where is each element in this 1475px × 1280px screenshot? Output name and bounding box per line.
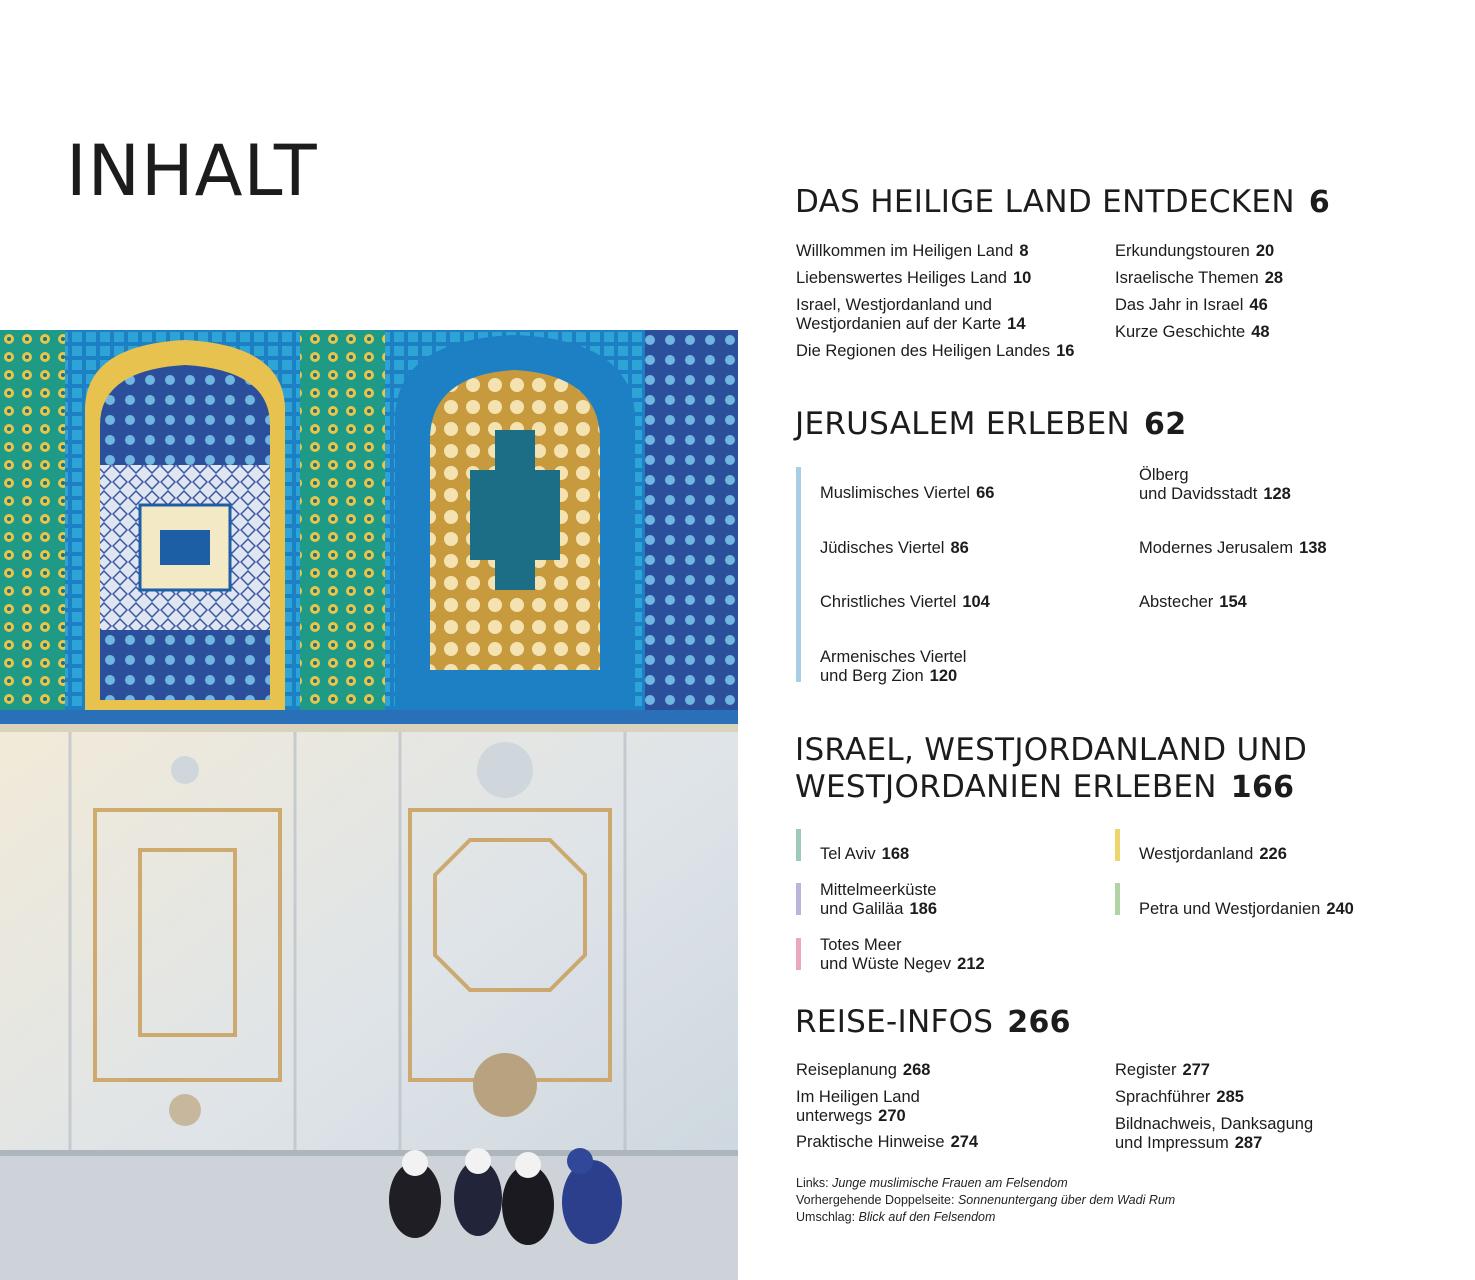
- section-title-info: [795, 1004, 1071, 1041]
- dead-sea-color-bar: [796, 938, 801, 970]
- toc-entry[interactable]: Israelische Themen 28: [1115, 269, 1284, 287]
- mediterranean-color-bar: [796, 883, 801, 915]
- section-page-number: 62: [1144, 407, 1187, 442]
- toc-entry[interactable]: Totes Meer und Wüste Negev 212: [820, 936, 985, 973]
- section-title-line: WESTJORDANIEN ERLEBEN: [795, 769, 1217, 805]
- section-title-text: JERUSALEM ERLEBEN: [795, 406, 1131, 442]
- credit-line: Vorhergehende Doppelseite: Sonnenuntergang über dem Wadi Rum: [796, 1193, 1176, 1207]
- toc-entry[interactable]: Armenisches Viertel und Berg Zion 120: [820, 648, 967, 685]
- toc-entry[interactable]: Reiseplanung 268: [796, 1061, 931, 1079]
- toc-entry[interactable]: Abstecher 154: [1139, 593, 1247, 611]
- toc-entry[interactable]: Willkommen im Heiligen Land 8: [796, 242, 1029, 260]
- credit-line: Links: Junge muslimische Frauen am Felsendom: [796, 1176, 1068, 1190]
- section-title-line: ISRAEL, WESTJORDANLAND UND: [795, 732, 1308, 768]
- toc-entry[interactable]: Mittelmeerküste und Galiläa 186: [820, 881, 938, 918]
- toc-entry[interactable]: Liebenswertes Heiliges Land 10: [796, 269, 1032, 287]
- section-title-discover: [795, 184, 1330, 221]
- section-title-text: DAS HEILIGE LAND ENTDECKEN: [795, 184, 1295, 220]
- toc-entry[interactable]: Sprachführer 285: [1115, 1088, 1244, 1106]
- petra-color-bar: [1115, 883, 1120, 915]
- section-page-number: 6: [1308, 185, 1330, 220]
- section-title-israel: [795, 732, 1307, 806]
- toc-entry[interactable]: Muslimisches Viertel 66: [820, 484, 995, 502]
- credit-line: Umschlag: Blick auf den Felsendom: [796, 1210, 996, 1224]
- toc-entry[interactable]: Modernes Jerusalem 138: [1139, 539, 1327, 557]
- dome-of-the-rock-photo: [0, 330, 738, 1280]
- toc-entry[interactable]: Die Regionen des Heiligen Landes 16: [796, 342, 1075, 360]
- toc-entry[interactable]: Ölberg und Davidsstadt 128: [1139, 466, 1291, 503]
- toc-entry[interactable]: Christliches Viertel 104: [820, 593, 990, 611]
- toc-entry[interactable]: Bildnachweis, Danksagung und Impressum 287: [1115, 1115, 1314, 1152]
- toc-entry[interactable]: Petra und Westjordanien 240: [1139, 900, 1354, 918]
- toc-entry[interactable]: Praktische Hinweise 274: [796, 1133, 979, 1151]
- toc-entry[interactable]: Im Heiligen Land unterwegs 270: [796, 1088, 920, 1125]
- section-page-number: 166: [1230, 770, 1295, 805]
- page-title: INHALT: [66, 130, 318, 212]
- toc-entry[interactable]: Das Jahr in Israel 46: [1115, 296, 1268, 314]
- toc-entry[interactable]: Israel, Westjordanland und Westjordanien auf der Karte 14: [796, 296, 1026, 333]
- section-page-number: 266: [1007, 1005, 1071, 1040]
- toc-entry[interactable]: Tel Aviv 168: [820, 845, 910, 863]
- tel-aviv-color-bar: [796, 829, 801, 861]
- toc-entry[interactable]: Westjordanland 226: [1139, 845, 1287, 863]
- toc-entry[interactable]: Erkundungstouren 20: [1115, 242, 1275, 260]
- toc-entry[interactable]: Jüdisches Viertel 86: [820, 539, 969, 557]
- toc-entry[interactable]: Kurze Geschichte 48: [1115, 323, 1270, 341]
- section-title-jerusalem: [795, 406, 1186, 443]
- westjordanland-color-bar: [1115, 829, 1120, 861]
- photo-credits: [796, 1175, 1175, 1226]
- toc-entry[interactable]: Register 277: [1115, 1061, 1210, 1079]
- jerusalem-color-bar: [796, 467, 801, 682]
- section-title-text: REISE-INFOS: [795, 1004, 994, 1040]
